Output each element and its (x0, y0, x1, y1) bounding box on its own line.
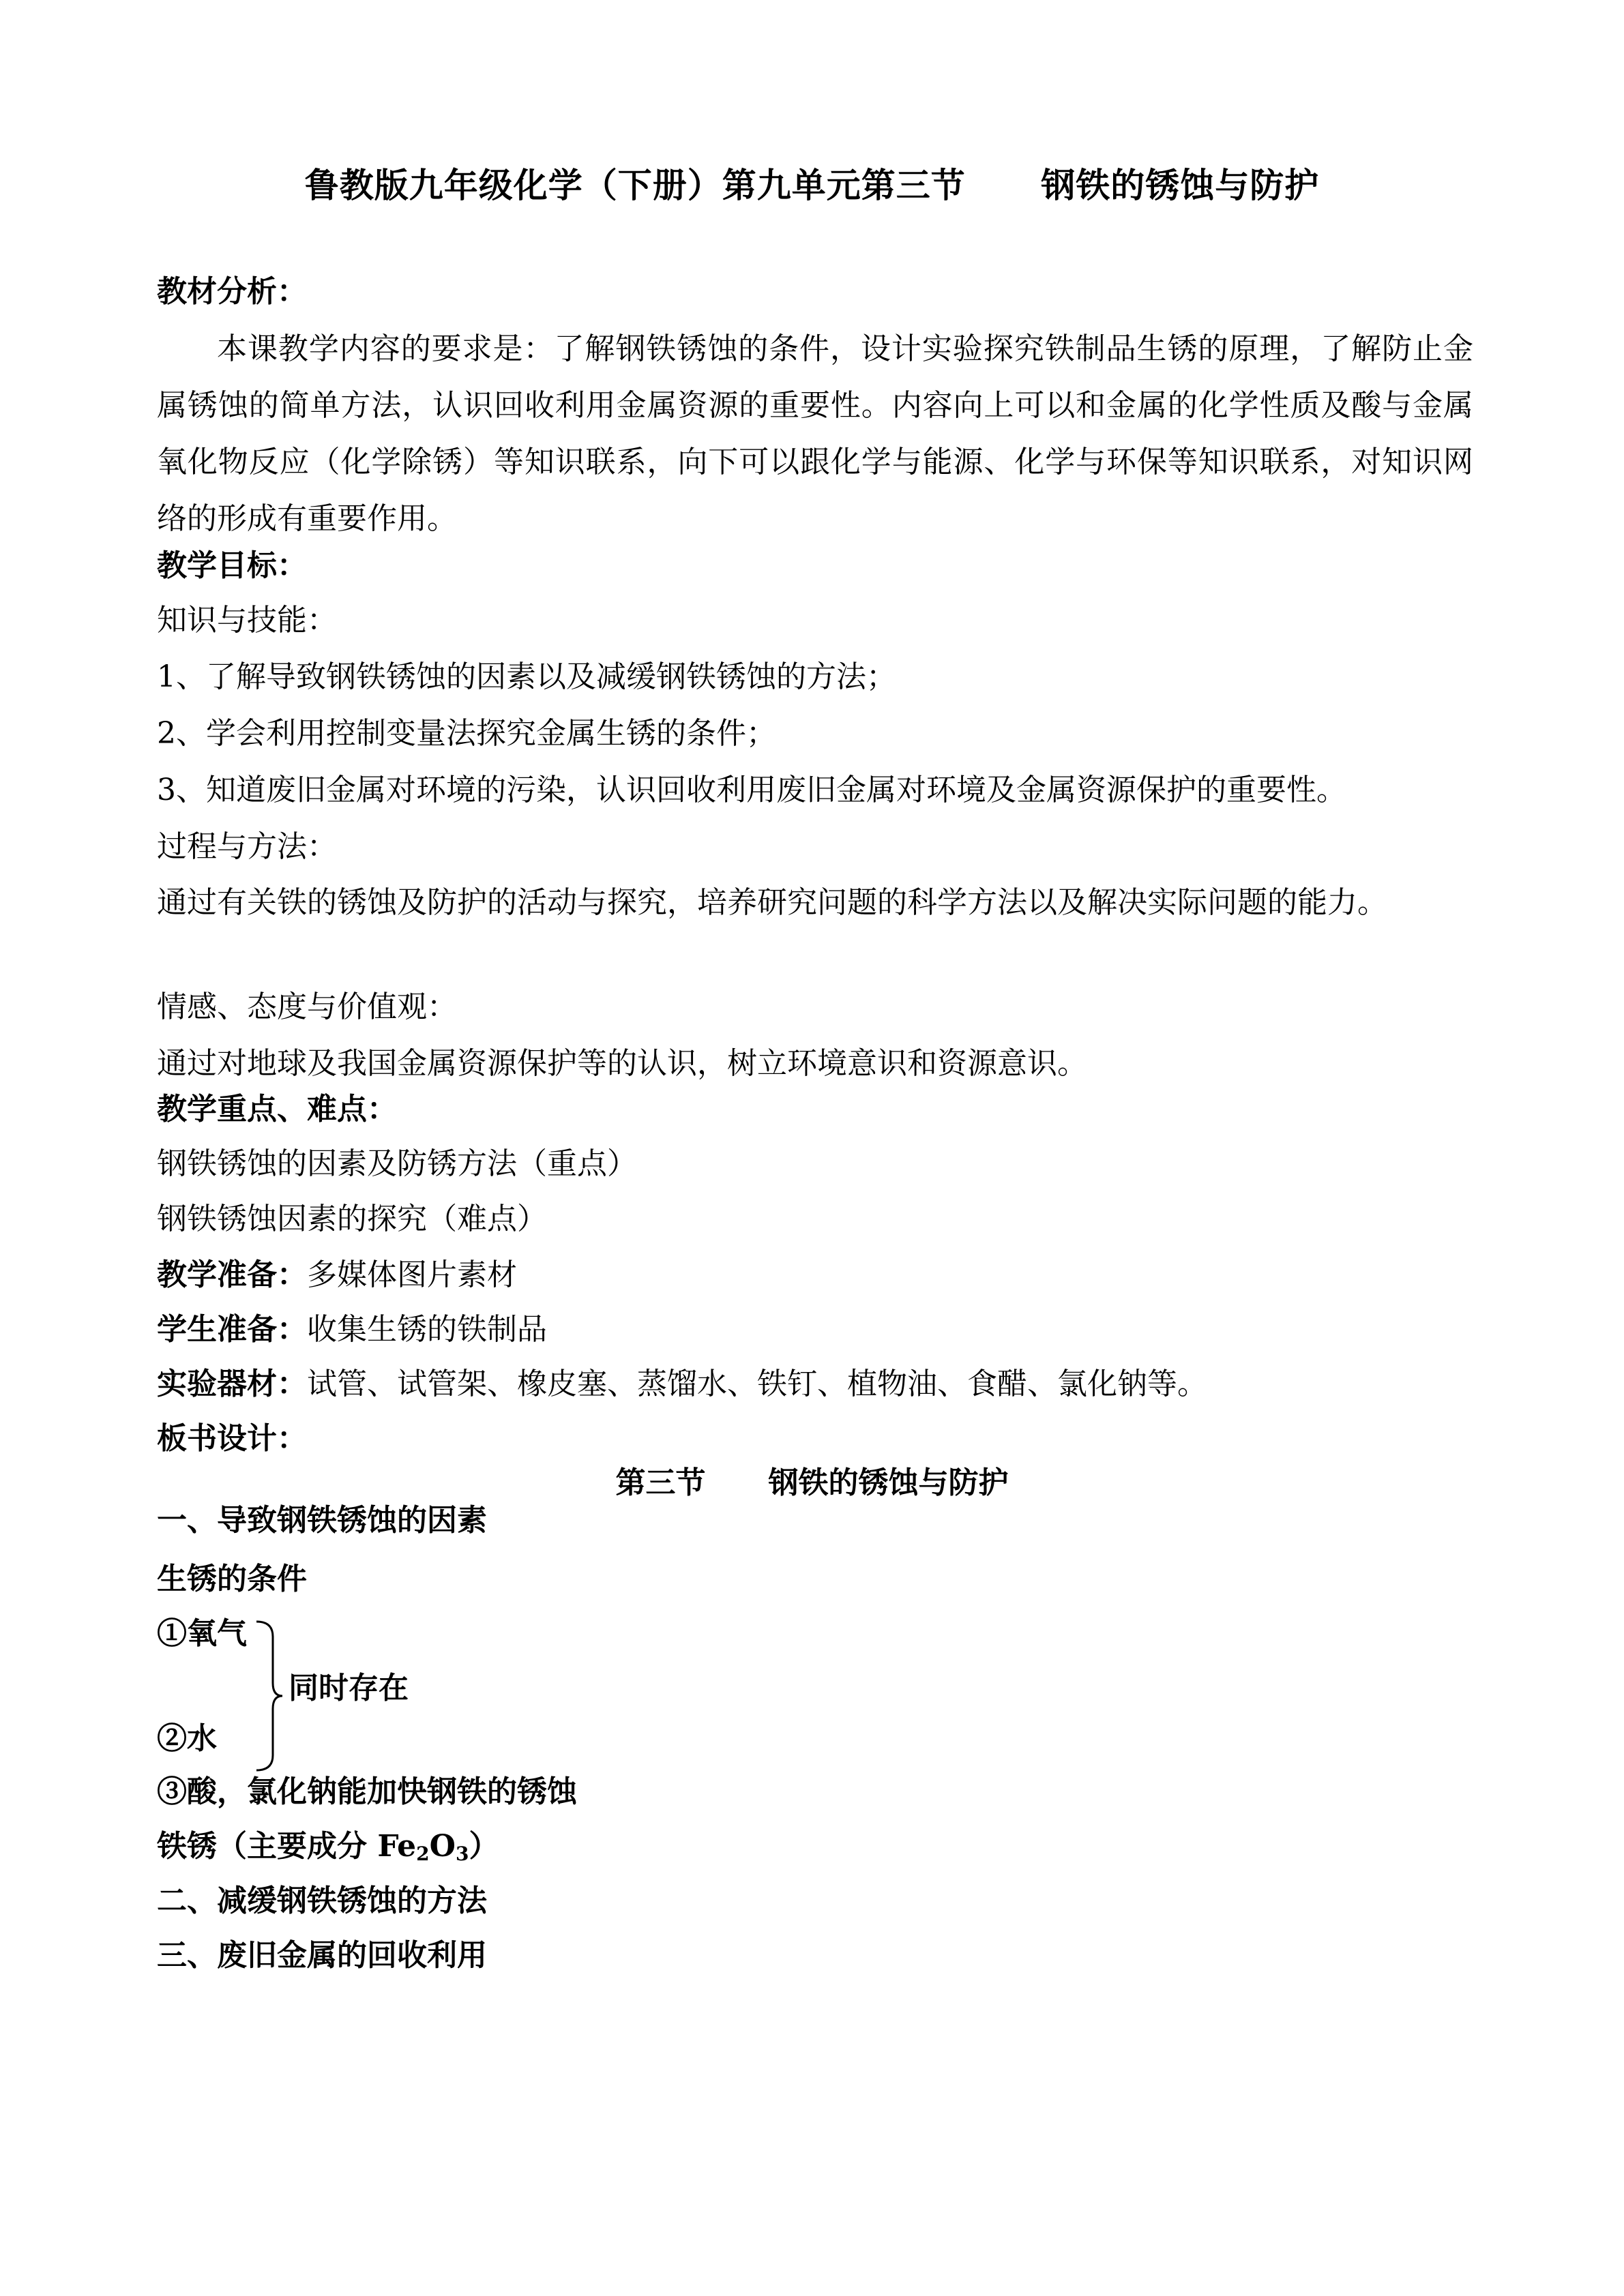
condition-water: ②水 (157, 1721, 217, 1756)
goals-heading: 教学目标： (157, 548, 307, 583)
rust-conditions-heading: 生锈的条件 (157, 1562, 307, 1596)
knowledge-heading: 知识与技能： (157, 603, 337, 638)
teacher-prep-line (157, 1255, 517, 1296)
analysis-paragraph: 本课教学内容的要求是：了解钢铁锈蚀的条件，设计实验探究铁制品生锈的原理，了解防止金属锈蚀的简单方法，认识回收利用金属资源的重要性。内容向上可以和金属的化学性质及酸与金属氧化物反应（化学除锈）等知识联系，向下可以跟化学与能源、化学与环保等知识联系，对知识网络的形成有重要作用。 (157, 331, 1473, 536)
rust-composition-o: O (429, 1829, 456, 1864)
condition-oxygen: ①氧气 (157, 1616, 247, 1651)
key-points-heading: 教学重点、难点： (157, 1092, 397, 1127)
analysis-heading: 教材分析： (157, 274, 307, 309)
student-prep-label: 学生准备： (157, 1312, 307, 1347)
board-subtitle: 第三节 钢铁的锈蚀与防护 (615, 1465, 1009, 1500)
curly-brace-icon (252, 1617, 293, 1774)
knowledge-item-3: 3、知道废旧金属对环境的污染，认识回收利用废旧金属对环境及金属资源保护的重要性。 (157, 773, 1346, 807)
equipment-line (157, 1364, 1207, 1405)
document-title: 鲁教版九年级化学（下册）第九单元第三节 钢铁的锈蚀与防护 (304, 165, 1320, 205)
rust-composition-suffix: ） (469, 1829, 499, 1864)
equipment-label: 实验器材： (157, 1367, 307, 1401)
board-section-1: 一、导致钢铁锈蚀的因素 (157, 1503, 487, 1538)
student-prep-line (157, 1309, 547, 1350)
teacher-prep-label: 教学准备： (157, 1257, 307, 1292)
process-paragraph: 通过有关铁的锈蚀及防护的活动与探究，培养研究问题的科学方法以及解决实际问题的能力。 (157, 885, 1387, 920)
rust-sub-3: 3 (455, 1843, 469, 1865)
condition-together: 同时存在 (289, 1671, 409, 1705)
key-point-1: 钢铁锈蚀的因素及防锈方法（重点） (157, 1146, 637, 1181)
emotion-heading: 情感、态度与价值观： (157, 989, 457, 1024)
key-point-2: 钢铁锈蚀因素的探究（难点） (157, 1202, 547, 1236)
board-section-2: 二、减缓钢铁锈蚀的方法 (157, 1883, 487, 1918)
rust-sub-2: 2 (416, 1843, 430, 1865)
knowledge-item-2: 2、学会利用控制变量法探究金属生锈的条件； (157, 716, 776, 751)
board-heading: 板书设计： (157, 1421, 307, 1456)
emotion-paragraph: 通过对地球及我国金属资源保护等的认识，树立环境意识和资源意识。 (157, 1046, 1087, 1081)
knowledge-item-1: 1、了解导致钢铁锈蚀的因素以及减缓钢铁锈蚀的方法； (157, 659, 896, 694)
student-prep-value: 收集生锈的铁制品 (307, 1312, 547, 1347)
equipment-value: 试管、试管架、橡皮塞、蒸馏水、铁钉、植物油、食醋、氯化钠等。 (307, 1367, 1207, 1401)
process-heading: 过程与方法： (157, 829, 337, 864)
condition-acid-salt: ③酸，氯化钠能加快钢铁的锈蚀 (157, 1774, 577, 1809)
teacher-prep-value: 多媒体图片素材 (307, 1257, 517, 1292)
rust-composition-prefix: 铁锈（主要成分 Fe (157, 1829, 417, 1864)
rust-composition (157, 1826, 499, 1875)
board-section-3: 三、废旧金属的回收利用 (157, 1938, 487, 1973)
